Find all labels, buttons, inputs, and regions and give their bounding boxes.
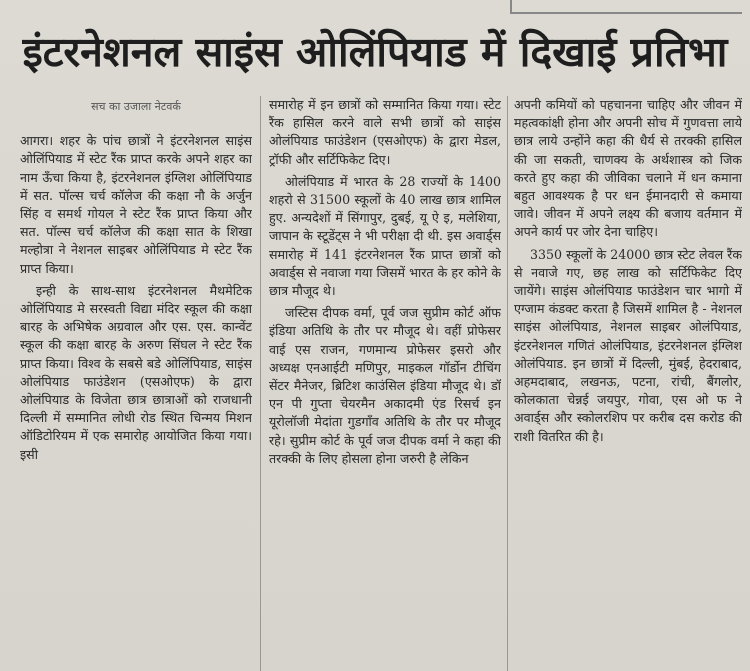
column-divider — [260, 96, 261, 671]
paragraph: आगरा। शहर के पांच छात्रों ने इंटरनेशनल साइंस ओलिंपियाड में स्टेट रैंक प्राप्त करके अपने शहर का नाम ऊँचा किया है, इंटरनेशनल इंग्लिश ओलिंपियाड में सत. पॉल्स चर्च कॉलेज की कक्षा नौ के अर्जुन सिंह व समर्थ गोयल ने स्टेट रैंक प्राप्त किया और सत. पॉल्स चर्च कॉलेज की कक्षा सात के शिखा मल्होत्रा ने नेशनल साइबर ओलिंपियाड मे स्टेट रैंक प्राप्त किया। — [20, 133, 252, 276]
paragraph: 3350 स्कूलों के 24000 छात्र स्टेट लेवल रैंक से नवाजे गए, छह लाख को सर्टिफिकेट दिए जायेंगे। साइंस ओलंपियाड फाउंडेशन चार भागो में एग्जाम कंडक्ट करता है जिसमें शामिल है - नेशनल साइंस ओलंपियाड, नेशनल साइबर ओलंपियाड, इंटरनेशनल गणितं ओलंपियाड, इंटरनेशनल इंग्लिश ओलंपियाड. इन छात्रों में दिल्ली, मुंबई, हेदराबाद, अहमदाबाद, लखनऊ, पटना, रांची, बैंगलोर, कोलकाता चेन्नई जयपुर, गोवा, एस ओ फ ने अवार्ड्स और स्कोलरशिप पर करीब दस करोड की राशी वितरित की है। — [514, 246, 742, 444]
byline: सच का उजाला नेटवर्क — [91, 100, 181, 113]
article-column-3 — [514, 96, 742, 671]
paragraph: ओलंपियाड में भारत के 28 राज्यों के 1400 शहरो से 31500 स्कूलों के 40 लाख छात्र शामिल हुए. अन्यदेशों में सिंगापुर, दुबई, यू ऐ इ, मलेशिया, जापान के स्टूडेंट्स ने भी परीक्षा दी थी. इस अवार्ड्स समारोह में 141 इंटरनेशनल रैंक प्राप्त छात्रों को अवार्ड्स से नवाजा गया जिसमें भारत के हर कोने के छात्र मौजूद थे। — [269, 173, 501, 299]
paragraph: अपनी कमियों को पहचानना चाहिए और जीवन में महत्वकांक्षी होना और अपनी सोच में गुणवत्ता लाये छात्र लाये उन्होंने कहा की धैर्य से तरक्की हासिल की जा सकती, चाणक्य के अर्थशास्त्र को जिक करते हुए कहा की जीविका चलाने में धन कमाना बहुत आवश्यक है पर धन ईमानदारी से कमाया जावे। जीवन में अपने लक्ष्य की बजाय वर्तमान में अपने कार्य पर जोर देना चाहिए। — [514, 97, 742, 240]
column-divider — [507, 96, 508, 671]
top-edge-strip — [0, 0, 750, 14]
headline: इंटरनेशनल साइंस ओलिंपियाड में दिखाई प्रतिभा — [22, 28, 728, 76]
paragraph: इन्ही के साथ-साथ इंटरनेशनल मैथमेटिक ओलिंपियाड मे सरस्वती विद्या मंदिर स्कूल की कक्षा बारह के अभिषेक अग्रवाल और एस. एस. कान्वेंट स्कूल की कक्षा बारह के अरुण सिंघल ने स्टेट रैंक प्राप्त किया। विश्व के सबसे बडे ओलिंपियाड, साइंस ओलंपियाड फाउंडेशन (एसओएफ) के द्वारा ओलंपियाड के विजेता छात्र छात्राओं को राजधानी दिल्ली में सम्मानित लोधी रोड स्थित चिन्मय मिशन ऑडिटोरियम में एक समारोह आयोजित किया गया। इसी — [20, 282, 252, 462]
article-column-1 — [20, 96, 252, 671]
paragraph: समारोह में इन छात्रों को सम्मानित किया गया। स्टेट रैंक हासिल करने वाले सभी छात्रों को साइंस ओलंपियाड फाउंडेशन (एसओएफ) के द्वारा मेडल, ट्रॉफी और सर्टिफिकेट दिए। — [269, 97, 501, 167]
article-column-2 — [269, 96, 501, 671]
box-rule — [510, 0, 742, 14]
paragraph: जस्टिस दीपक वर्मा, पूर्व जज सुप्रीम कोर्ट ऑफ इंडिया अतिथि के तौर पर मौजूद थे। वहीं प्रोफेसर वाई एस राजन, गणमान्य प्रोफेसर इसरो और अध्यक्ष एनआईटी मणिपुर, माइकल गॉर्डोन टीचिंग सेंटर मैनेजर, ब्रिटिश काउंसिल इंडिया मौजूद थे। डॉ एन पी गुप्ता चेयरमैन अकादमी एंड रिसर्च इन यूरोलॉजी मेदांता गुडगाँव अतिथि के तौर पर मौजूद रहे। सुप्रीम कोर्ट के पूर्व जज दीपक वर्मा ने कहा की तरक्की के लिए होसला होना जरुरी है लेकिन — [269, 305, 501, 466]
